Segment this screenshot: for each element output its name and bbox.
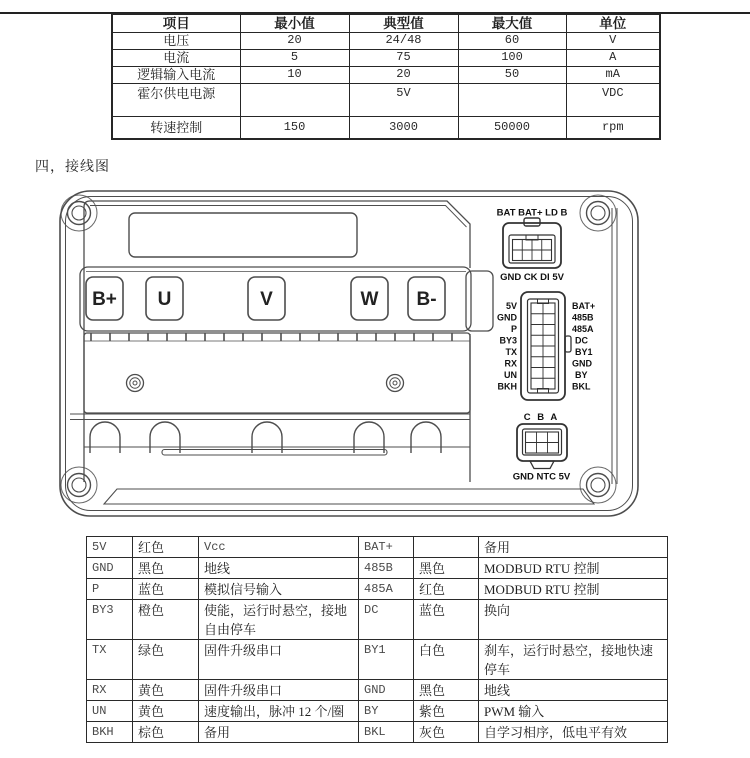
pin-row: [87, 640, 668, 680]
mounting-screw-left: [127, 375, 144, 392]
pin-cell: BKL: [359, 722, 414, 743]
cable-clamps: [84, 422, 470, 455]
spec-cell: 逻辑输入电流: [112, 66, 240, 83]
pin-cell: MODBUD RTU 控制: [479, 579, 668, 600]
spec-cell: 20: [349, 66, 458, 83]
connector-bottom: [513, 412, 571, 483]
spec-header: 项目: [112, 14, 240, 32]
pin-cell: 红色: [133, 537, 199, 558]
pin-cell: 使能，运行时悬空，接地自由停车: [199, 600, 359, 640]
terminal-label: B+: [92, 289, 117, 310]
pin-row: [87, 722, 668, 743]
pin-label: BY: [575, 370, 588, 380]
spec-cell: 50000: [458, 116, 566, 139]
pin-label: 485A: [572, 324, 594, 334]
spec-row: [112, 83, 660, 116]
spec-cell: 5: [240, 49, 349, 66]
pin-label: P: [510, 324, 517, 334]
pin-cell: RX: [87, 680, 133, 701]
pin-cell: 绿色: [133, 640, 199, 680]
pin-label: DC: [575, 335, 588, 346]
spec-cell: mA: [566, 66, 660, 83]
spec-cell: 100: [458, 49, 566, 66]
pin-cell: DC: [359, 600, 414, 640]
spec-row: [112, 32, 660, 49]
terminal-v: [248, 277, 285, 320]
pin-cell: 5V: [87, 537, 133, 558]
terminal-b-plus: [86, 277, 123, 320]
spec-row: [112, 49, 660, 66]
pin-cell: BY1: [359, 640, 414, 680]
pin-label: 485B: [572, 312, 594, 323]
spec-header-row: [112, 14, 660, 32]
pin-cell: 灰色: [414, 722, 479, 743]
spec-cell: [458, 83, 566, 116]
pin-cell: 黑色: [133, 558, 199, 579]
pin-cell: 备用: [199, 722, 359, 743]
terminal-u: [146, 277, 183, 320]
pin-label: RX: [504, 358, 517, 369]
pin-cell: 白色: [414, 640, 479, 680]
corner-screw-tl: [61, 195, 97, 231]
spec-cell: 霍尔供电电源: [112, 83, 240, 116]
spec-cell: 24/48: [349, 32, 458, 49]
pin-cell: 485B: [359, 558, 414, 579]
pin-cell: BY3: [87, 600, 133, 640]
spec-cell: 150: [240, 116, 349, 139]
pin-cell: 黄色: [133, 701, 199, 722]
pin-label: 5V: [505, 301, 517, 311]
connector-top-label-below: GND CK DI 5V: [500, 272, 564, 283]
pin-row: [87, 579, 668, 600]
pin-label: BY1: [575, 347, 593, 357]
pin-cell: BY: [359, 701, 414, 722]
pin-cell: 橙色: [133, 600, 199, 640]
terminal-label: U: [157, 289, 172, 310]
terminal-label: B-: [416, 289, 437, 310]
corner-screw-br: [580, 467, 616, 503]
pin-cell: 黑色: [414, 680, 479, 701]
inner-body: [84, 201, 470, 482]
pin-row: [87, 537, 668, 558]
corner-screw-bl: [61, 467, 97, 503]
pin-row: [87, 701, 668, 722]
pin-cell: 棕色: [133, 722, 199, 743]
lower-panel: [70, 333, 470, 420]
pin-row: [87, 680, 668, 701]
pin-cell: 备用: [479, 537, 668, 558]
connector-top-label-above: BAT BAT+ LD B: [496, 207, 568, 219]
connector-middle: [497, 292, 595, 400]
spec-table: [111, 13, 661, 140]
pin-cell: GND: [359, 680, 414, 701]
spec-cell: 50: [458, 66, 566, 83]
spec-cell: VDC: [566, 83, 660, 116]
pin-cell: 速度输出，脉冲 12 个/圈: [199, 701, 359, 722]
spec-cell: V: [566, 32, 660, 49]
pin-cell: 固件升级串口: [199, 680, 359, 701]
spec-cell: 10: [240, 66, 349, 83]
spec-cell: 电压: [112, 32, 240, 49]
terminal-w: [351, 277, 388, 320]
pin-cell: 黄色: [133, 680, 199, 701]
pin-cell: GND: [87, 558, 133, 579]
pin-cell: 485A: [359, 579, 414, 600]
pin-label: GND: [497, 312, 517, 323]
pin-cell: 自学习相序，低电平有效: [479, 722, 668, 743]
pin-label: BY3: [499, 335, 517, 346]
pin-cell: Vcc: [199, 537, 359, 558]
pin-label: BKH: [497, 381, 517, 392]
pin-cell: 蓝色: [133, 579, 199, 600]
spec-header: 最小值: [240, 14, 349, 32]
pin-label: BAT+: [572, 301, 596, 311]
corner-screw-tr: [580, 195, 616, 231]
pin-cell: 地线: [479, 680, 668, 701]
spec-row: [112, 66, 660, 83]
pin-cell: 刹车，运行时悬空，接地快速停车: [479, 640, 668, 680]
terminal-label: W: [360, 289, 379, 310]
spec-cell: 转速控制: [112, 116, 240, 139]
case-outline: [60, 191, 638, 516]
spec-cell: 3000: [349, 116, 458, 139]
pin-cell: [414, 537, 479, 558]
pin-cell: 蓝色: [414, 600, 479, 640]
connector-top: [497, 208, 568, 284]
terminal-b-minus: [408, 277, 445, 320]
spec-cell: 电流: [112, 49, 240, 66]
pin-cell: 紫色: [414, 701, 479, 722]
spec-header: 典型值: [349, 14, 458, 32]
pin-cell: P: [87, 579, 133, 600]
spec-cell: [240, 83, 349, 116]
pin-cell: 黑色: [414, 558, 479, 579]
pin-cell: 模拟信号输入: [199, 579, 359, 600]
connector-middle-left-pins: [497, 301, 518, 392]
section-heading: 四，接线图: [35, 160, 110, 175]
spec-row: [112, 116, 660, 139]
spec-cell: 5V: [349, 83, 458, 116]
spec-header: 最大值: [458, 14, 566, 32]
pin-cell: 换向: [479, 600, 668, 640]
pin-cell: 地线: [199, 558, 359, 579]
spec-cell: A: [566, 49, 660, 66]
pin-row: [87, 600, 668, 640]
terminal-label: V: [260, 289, 273, 310]
pin-cell: BKH: [87, 722, 133, 743]
spec-cell: 60: [458, 32, 566, 49]
pin-label: BKL: [572, 381, 591, 392]
pin-cell: MODBUD RTU 控制: [479, 558, 668, 579]
connector-bottom-label-above: C B A: [523, 412, 560, 423]
spec-header: 单位: [566, 14, 660, 32]
pin-row: [87, 558, 668, 579]
pin-cell: 红色: [414, 579, 479, 600]
spec-cell: rpm: [566, 116, 660, 139]
connector-middle-right-pins: [572, 301, 595, 392]
pin-cell: PWM 输入: [479, 701, 668, 722]
pin-cell: TX: [87, 640, 133, 680]
mounting-screw-right: [387, 375, 404, 392]
spec-cell: 75: [349, 49, 458, 66]
connector-bottom-label-below: GND NTC 5V: [512, 471, 571, 483]
pin-label: UN: [504, 370, 517, 380]
pin-label: TX: [505, 347, 517, 357]
spec-cell: 20: [240, 32, 349, 49]
pin-definition-table: [86, 536, 668, 743]
pin-cell: 固件升级串口: [199, 640, 359, 680]
terminal-strip: [80, 267, 493, 331]
label-window: [129, 213, 357, 257]
pin-cell: BAT+: [359, 537, 414, 558]
pin-label: GND: [572, 358, 592, 369]
pin-cell: UN: [87, 701, 133, 722]
bottom-rim: [104, 489, 594, 504]
